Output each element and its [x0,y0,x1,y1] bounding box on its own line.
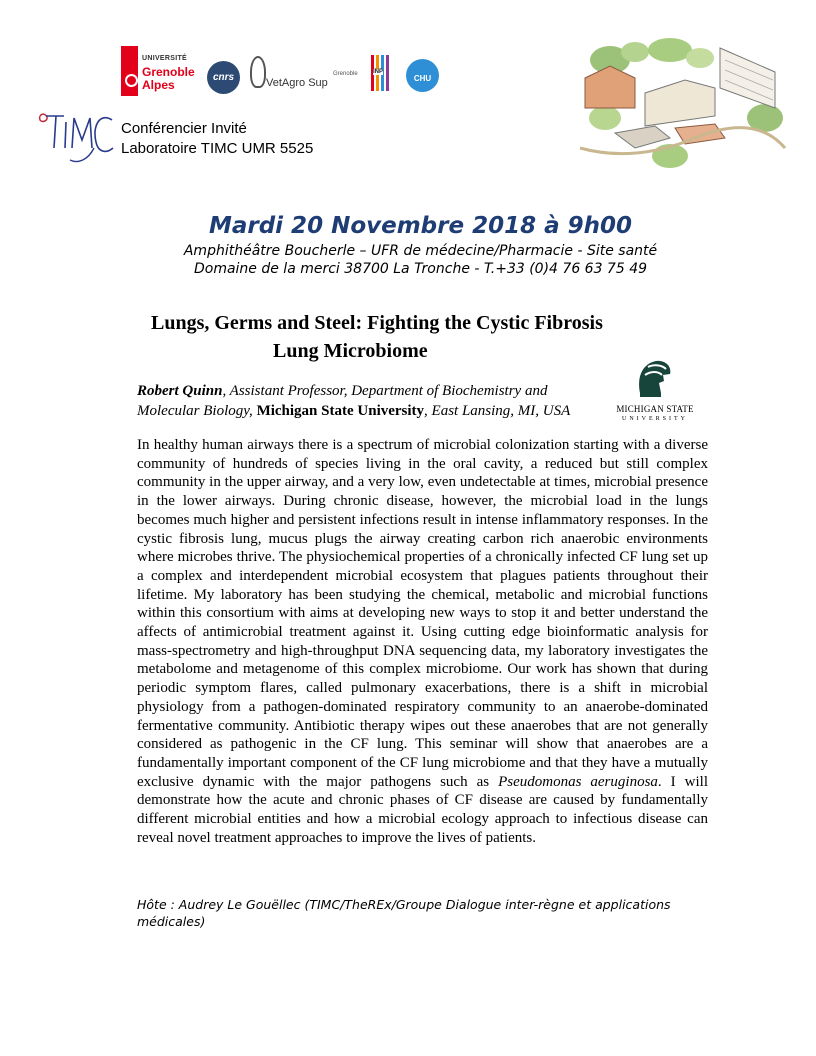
talk-title-line2: Lung Microbiome [273,340,428,362]
header-guest-label: Conférencier Invité [121,120,247,137]
uga-logo [121,46,203,96]
abstract-species: Pseudomonas aeruginosa [498,773,658,790]
talk-abstract [137,436,708,847]
lab-header [121,119,313,159]
msu-logo-line2: UNIVERSITY [622,416,688,422]
speaker-role: , Assistant Professor, Department of Biochemistry and Molecular Biology, [137,383,548,419]
cnrs-logo: cnrs [207,61,240,94]
speaker-university: Michigan State University [256,403,425,419]
abstract-part1: In healthy human airways there is a spectrum of microbial colonization starting with a diverse community of hundreds of species living in the oral cavity, a reduced but still complex community in the upper airway, and a very low, even undetectable at times, microbial presence in the lower airways. During chronic disease, however, the microbial load in the lungs becomes much higher and persistent infections result in intense inflammatory responses. In the cystic fibrosis lung, mucus plugs the airway creating carbon rich anaerobic environments where microbes thrive. The physiochemical properties of a chronically infected CF lung set up a complex and interdependent microbial ecosystem that plagues patients throughout their lifetime. My laboratory has been studying the chemical, metabolic and microbial functions within this consortium with aims at developing new ways to stop it and better understand the affects of antimicrobial treatment against it. Using cutting edge bioinformatic analysis for mass-spectrometry and high-throughput DNA sequencing data, my laboratory investigates the metabolome and metagenome of this complex microbiome. Our work has shown that during periodic symptom flares, called pulmonary exacerbations, there is a shift in microbial physiology from a pathogen-dominated respiratory community to an anaerobe-dominated fermentative community. Antibiotic therapy wipes out these anaerobes that are not generally considered as pathogenic in the CF lung. This seminar will show that anaerobes are a fundamentally important component of the CF lung microbiome and that they have a mutually exclusive dynamic with the major pathogens such as [137,437,708,790]
grenoble-inp-bars-icon [371,55,395,93]
speaker-affiliation [137,381,597,421]
vetagro-logo-text: VetAgro Sup [266,77,328,89]
vetagro-drop-icon [250,56,266,88]
uga-logo-line1: UNIVERSITÉ [142,55,188,62]
header-lab-name: Laboratoire TIMC UMR 5525 [121,140,314,157]
grenoble-inp-mark: INP [373,69,384,75]
talk-title-line1: Lungs, Germs and Steel: Fighting the Cystic Fibrosis [151,312,603,334]
grenoble-inp-logo [333,55,399,95]
grenoble-inp-prefix: Grenoble [333,71,358,77]
abstract-part2: . I will demonstrate how the acute and chronic phases of CF disease are caused by fundamentally different microbial entities and how a microbial ecology approach to infectious disease can reveal novel treatment approaches to improve the lives of patients. [137,773,708,846]
event-date: Mardi 20 Novembre 2018 à 9h00 [208,213,633,239]
msu-logo-line1: MICHIGAN STATE [616,404,694,414]
uga-emblem-icon [121,46,138,96]
speaker-location: , East Lansing, MI, USA [424,403,571,419]
event-venue-line1: Amphithéâtre Boucherle – UFR de médecine/Pharmacie - Site santé [183,243,658,259]
chu-logo: CHU [406,59,439,92]
event-venue-line2: Domaine de la merci 38700 La Tronche - T.+33 (0)4 76 63 75 49 [193,261,648,277]
uga-logo-line3: Alpes [142,78,175,92]
spartan-helmet-icon [606,357,704,401]
vetagro-logo [248,56,328,96]
host-info: Hôte : Audrey Le Gouëllec (TIMC/TheREx/Groupe Dialogue inter-règne et applications médicales) [137,897,671,929]
uga-logo-line2: Grenoble [142,65,195,79]
msu-logo [606,357,704,427]
timc-logo [36,108,116,168]
speaker-name: Robert Quinn [137,383,223,399]
campus-sketch-illustration [575,38,790,178]
